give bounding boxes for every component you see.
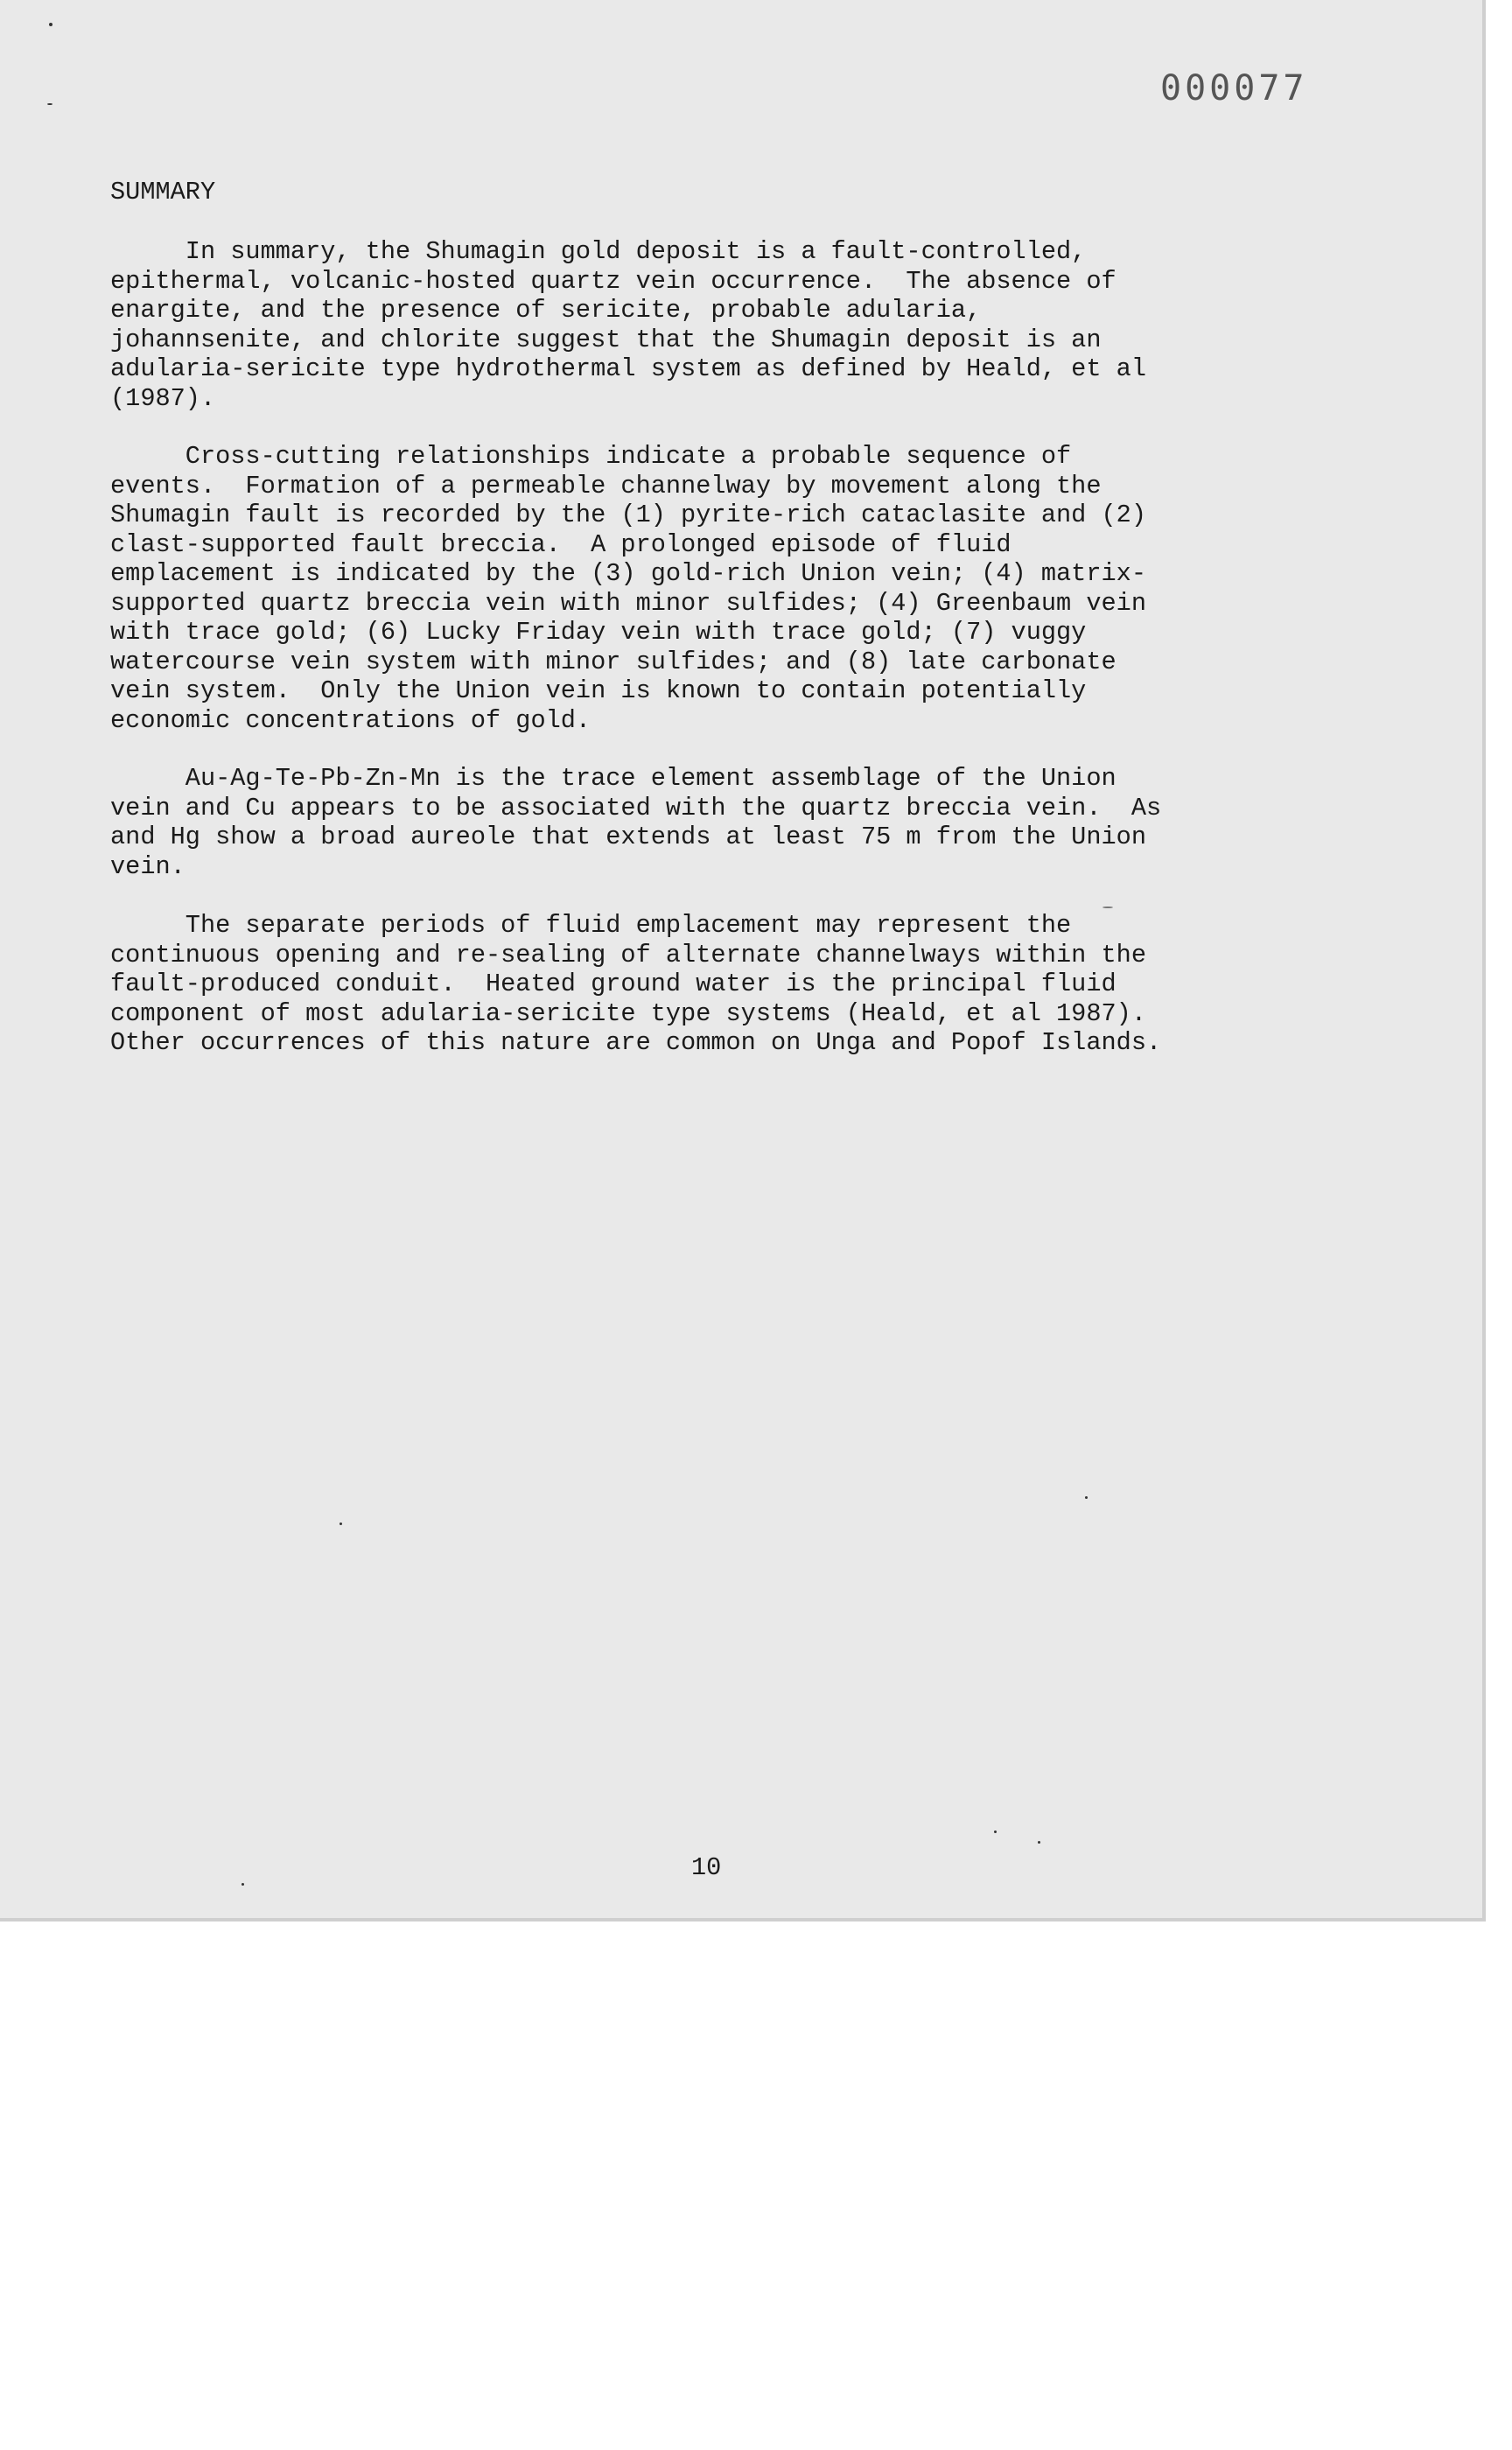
section-heading: SUMMARY	[110, 178, 216, 206]
page-number: 10	[691, 1853, 722, 1882]
scan-speck	[1085, 1496, 1088, 1499]
paragraph-2: Cross-cutting relationships indicate a probable sequence of events. Formation of a permeable channelway by movement along the Shumagin fault is recorded by the (1) pyrite-rich cataclasite and (2) clast-supported fault breccia. A prolonged episode of fluid emplacement is indicated by the (3) gold-rich Union vein; (4) matrix- supported quartz breccia vein with minor sulfides; (4) Greenbaum vein with trace gold; (6) Lucky Friday vein with trace gold; (7) vuggy watercourse vein system with minor sulfides; and (8) late carbonate vein system. Only the Union vein is known to contain potentially economic concentrations of gold.	[110, 442, 1146, 735]
paragraph-3: Au-Ag-Te-Pb-Zn-Mn is the trace element assemblage of the Union vein and Cu appears to be associated with the quartz breccia vein. As and Hg show a broad aureole that extends at least 75 m from the Union vein.	[110, 764, 1162, 881]
paragraph-1: In summary, the Shumagin gold deposit is a fault-controlled, epithermal, volcanic-hosted quartz vein occurrence. The absence of enargite, and the presence of sericite, probable adularia, johannsenite, and chlorite suggest that the Shumagin deposit is an adularia-sericite type hydrothermal system as defined by Heald, et al (1987).	[110, 237, 1146, 413]
scan-speck	[242, 1883, 244, 1886]
scan-speck	[49, 23, 52, 26]
scan-speck	[340, 1522, 342, 1525]
scan-speck	[994, 1830, 997, 1833]
document-stamp-number: 000077	[1160, 68, 1308, 108]
scan-speck	[1038, 1841, 1040, 1844]
paragraph-4: The separate periods of fluid emplacement may represent the continuous opening and re-sealing of alternate channelways within the fault-produced conduit. Heated ground water is the principal fluid component of most adularia-sericite type systems (Heald, et al 1987). Other occurrences of this nature are common on Unga and Popof Islands.	[110, 911, 1162, 1057]
scan-speck	[47, 103, 52, 105]
scan-speck	[1102, 906, 1113, 908]
